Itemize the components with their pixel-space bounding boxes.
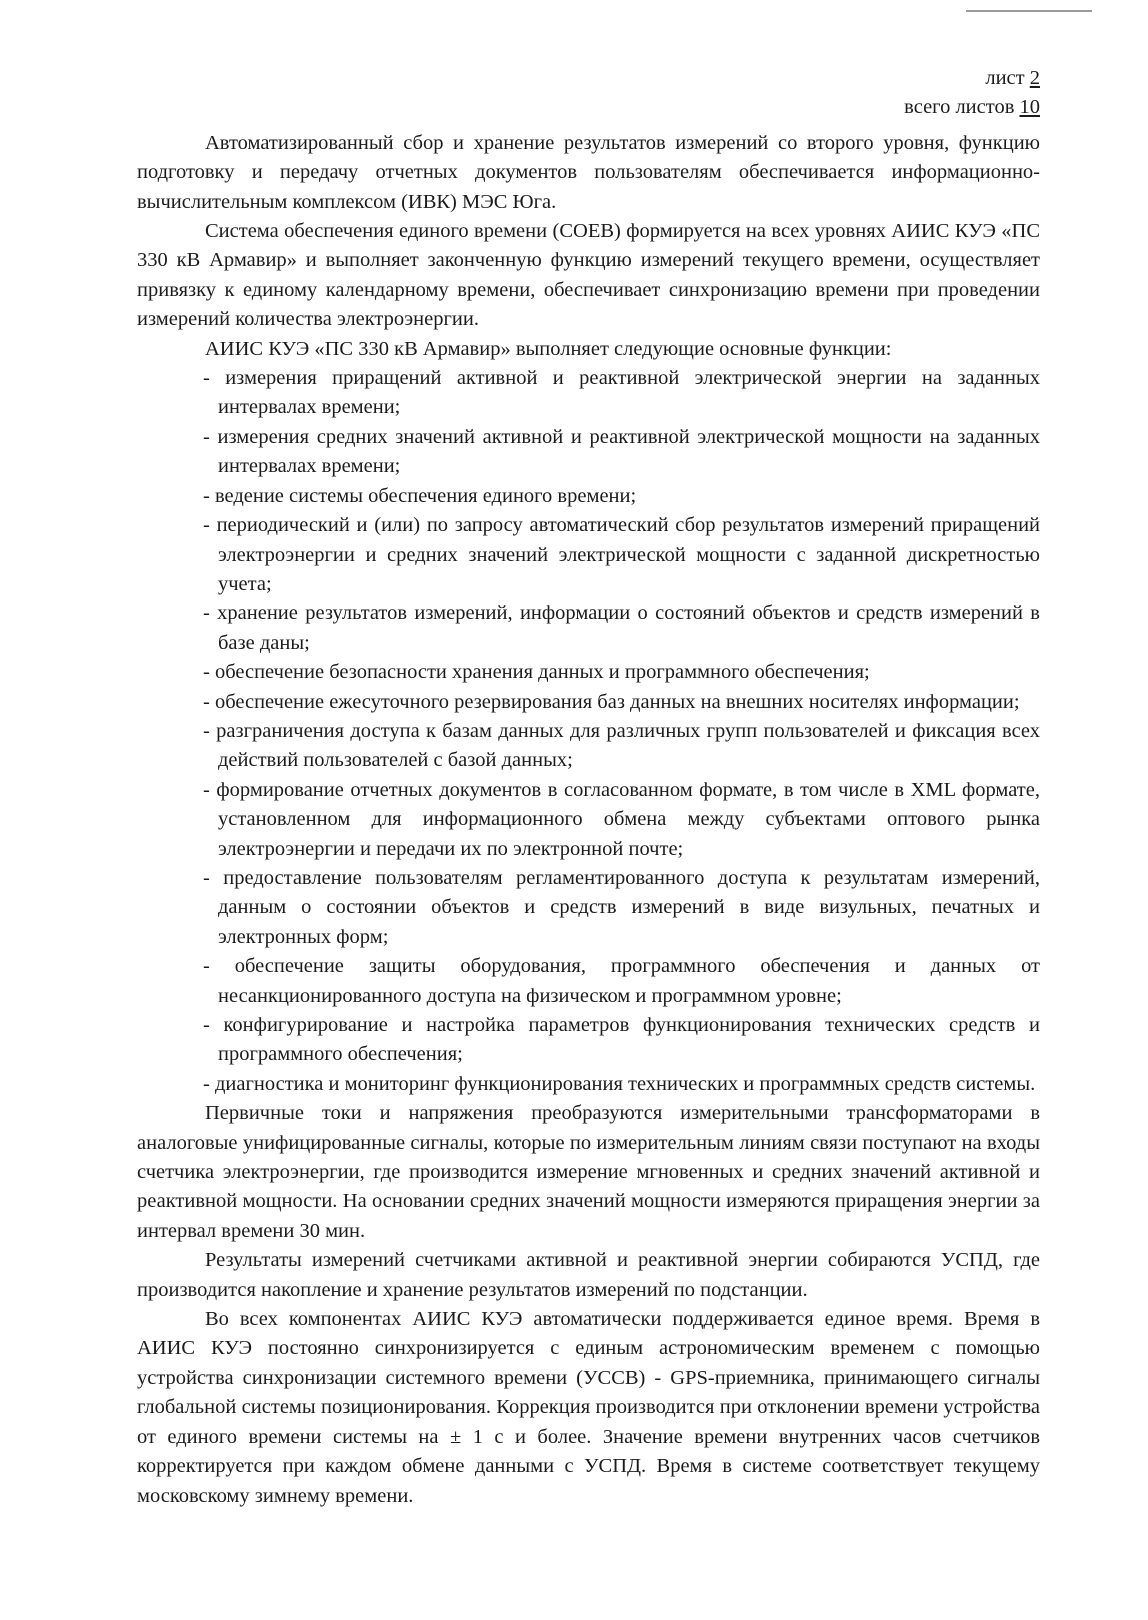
list-item <box>203 423 1040 482</box>
list-item-text: ведение системы обеспечения единого времени; <box>214 484 637 507</box>
list-item-text: конфигурирование и настройка параметров функционирования технических средств и программного обеспечения; <box>218 1014 1040 1066</box>
list-item-text: хранение результатов измерений, информации о состояний объектов и средств измерений в базе даны; <box>217 602 1040 654</box>
list-item-text: измерения приращений активной и реактивной электрической энергии на заданных интервалах времени; <box>218 367 1041 419</box>
page-header <box>137 64 1040 123</box>
list-item <box>203 599 1040 658</box>
total-sheets-number: 10 <box>1019 96 1040 119</box>
list-item <box>203 952 1041 1011</box>
list-item-text: периодический и (или) по запросу автоматический сбор результатов измерений приращений электроэнергии и средних значений электрической мощности с заданной дискретностью учета; <box>216 514 1041 595</box>
list-item <box>203 658 1040 687</box>
list-item-text: обеспечение ежесуточного резервирования баз данных на внешних носителях информации; <box>214 690 1020 713</box>
paragraph-signals: Первичные токи и напряжения преобразуются измерительными трансформаторами в аналоговые унифицированные сигналы, которые по измерительным линиям связи поступают на входы счетчика электроэнергии, где производится измерение мгновенных и средних значений активной и реактивной мощности. На основании средних значений мощности измеряются приращения энергии за интервал времени 30 мин. <box>137 1102 1040 1242</box>
list-marker: - <box>203 602 210 625</box>
paragraph-functions-lead: АИИС КУЭ «ПС 330 кВ Армавир» выполняет следующие основные функции: <box>205 337 892 360</box>
sheet-label: лист <box>985 67 1025 89</box>
list-item <box>203 1070 1040 1099</box>
list-marker: - <box>203 1072 210 1095</box>
functions-list <box>137 364 1040 1099</box>
list-item-text: предоставление пользователям регламентированного доступа к результатам измерений, данным о состоянии объектов и средств измерений в виде визульных, печатных и электронных форм; <box>218 866 1041 948</box>
list-marker: - <box>203 955 210 978</box>
list-marker: - <box>203 484 210 507</box>
list-item-text: формирование отчетных документов в согласованном формате, в том числе в XML формате, установленном для информационного обмена между субъектами оптового рынка электроэнергии и передачи их по электронной почте; <box>216 778 1040 860</box>
list-marker: - <box>203 425 210 448</box>
list-item <box>203 717 1041 776</box>
total-sheets-label: всего листов <box>904 96 1015 119</box>
list-item <box>203 864 1041 952</box>
list-item-text: обеспечение защиты оборудования, программного обеспечения и данных от несанкционированного доступа на физическом и программном уровне; <box>218 955 1041 1007</box>
total-sheets-line <box>137 93 1040 122</box>
list-item-text: разграничения доступа к базам данных для различных групп пользователей и фиксация всех действий пользователей с базой данных; <box>216 719 1041 772</box>
list-item <box>203 1011 1040 1070</box>
scan-artifact-line <box>966 10 1092 12</box>
list-marker: - <box>203 661 210 684</box>
paragraph-time-sync: Во всех компонентах АИИС КУЭ автоматически поддерживается единое время. Время в АИИС КУЭ постоянно синхронизируется с единым астрономическим временем с помощью устройства синхронизации системного времени (УССВ) - GPS-приемника, принимающего сигналы глобальной системы позиционирования. Коррекция производится при отклонении времени устройства от единого времени системы на ± 1 с и более. Значение времени внутренних часов счетчиков корректируется при каждом обмене данными с УСПД. Время в системе соответствует текущему московскому зимнему времени. <box>137 1308 1040 1507</box>
sheet-number: 2 <box>1029 67 1040 89</box>
list-item-text: обеспечение безопасности хранения данных и программного обеспечения; <box>214 661 870 684</box>
list-item-text: измерения средних значений активной и реактивной электрической мощности на заданных интервалах времени; <box>217 425 1040 478</box>
list-item <box>203 364 1041 423</box>
list-marker: - <box>203 690 210 713</box>
list-item-text: диагностика и мониторинг функционирования технических и программных средств системы. <box>214 1072 1036 1095</box>
list-marker: - <box>203 367 210 390</box>
paragraph-intro-2: Система обеспечения единого времени (СОЕВ) формируется на всех уровнях АИИС КУЭ «ПС 330 кВ Армавир» и выполняет законченную функцию измерений текущего времени, осуществляет привязку к единому календарному времени, обеспечивает синхронизацию времени при проведении измерений количества электроэнергии. <box>137 220 1040 331</box>
list-marker: - <box>203 719 210 742</box>
list-item <box>203 776 1040 864</box>
paragraph-intro-1: Автоматизированный сбор и хранение результатов измерений со второго уровня, функцию подготовку и передачу отчетных документов пользователям обеспечивается информационно-вычислительным комплексом (ИВК) МЭС Юга. <box>137 131 1040 213</box>
list-marker: - <box>203 514 210 537</box>
sheet-number-line <box>137 64 1040 93</box>
list-marker: - <box>203 1014 210 1036</box>
list-marker: - <box>203 866 210 889</box>
list-item <box>203 482 1040 511</box>
list-item <box>203 688 1040 717</box>
paragraph-uspd: Результаты измерений счетчиками активной и реактивной энергии собираются УСПД, где производится накопление и хранение результатов измерений по подстанции. <box>137 1249 1040 1301</box>
list-item <box>203 511 1041 599</box>
list-marker: - <box>203 778 210 801</box>
